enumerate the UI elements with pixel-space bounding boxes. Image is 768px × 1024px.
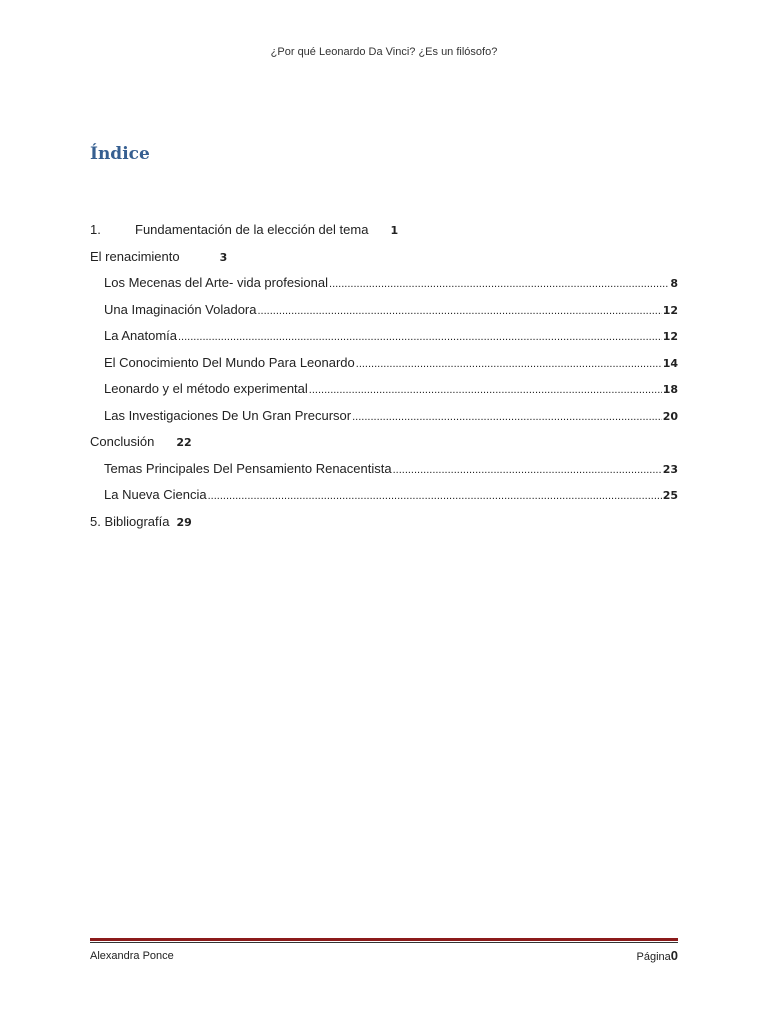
toc-entry-page: 18 xyxy=(662,383,678,396)
footer-page xyxy=(637,948,679,963)
toc-entry-page: 20 xyxy=(662,409,678,423)
toc-entry-page: 25 xyxy=(662,489,678,502)
toc-entry-page: 12 xyxy=(662,303,678,317)
toc-entry-page: 1 xyxy=(390,224,399,237)
toc-entry-investigaciones[interactable] xyxy=(90,408,678,435)
toc-entry-label: Temas Principales Del Pensamiento Renacentista xyxy=(104,460,392,476)
toc-entry-temas[interactable] xyxy=(90,461,678,488)
toc-entry-page: 3 xyxy=(219,250,228,264)
dot-leader xyxy=(309,384,662,396)
dot-leader xyxy=(329,278,669,290)
footer-page-number: 0 xyxy=(670,948,678,963)
dot-leader xyxy=(178,331,662,343)
footer-page-label: Página xyxy=(636,951,671,963)
table-of-contents xyxy=(90,222,678,540)
toc-entry-fundamentacion[interactable] xyxy=(90,222,678,249)
toc-entry-renacimiento[interactable] xyxy=(90,249,678,276)
toc-entry-imaginacion[interactable] xyxy=(90,302,678,329)
dot-leader xyxy=(393,464,662,476)
toc-entry-label: La Anatomía xyxy=(104,328,177,343)
toc-entry-bibliografia[interactable] xyxy=(90,514,678,541)
toc-entry-label: Una Imaginación Voladora xyxy=(104,301,257,317)
toc-entry-metodo[interactable] xyxy=(90,381,678,408)
toc-entry-label: El Conocimiento Del Mundo Para Leonardo xyxy=(104,354,355,370)
toc-entry-conclusion[interactable] xyxy=(90,434,678,461)
toc-entry-label: Leonardo y el método experimental xyxy=(104,381,308,396)
toc-entry-nueva-ciencia[interactable] xyxy=(90,487,678,514)
footer-rule-thin xyxy=(90,942,678,943)
toc-entry-label: Las Investigaciones De Un Gran Precursor xyxy=(104,407,352,423)
toc-entry-page: 8 xyxy=(670,277,678,290)
footer-author: Alexandra Ponce xyxy=(90,950,174,962)
toc-entry-anatomia[interactable] xyxy=(90,328,678,355)
toc-entry-page: 23 xyxy=(662,462,678,476)
toc-entry-label: El renacimiento xyxy=(90,248,180,264)
dot-leader xyxy=(352,411,662,423)
dot-leader xyxy=(356,358,662,370)
toc-entry-label: La Nueva Ciencia xyxy=(104,487,207,502)
toc-entry-page: 22 xyxy=(176,436,192,449)
page-header: ¿Por qué Leonardo Da Vinci? ¿Es un filósofo? xyxy=(270,46,498,58)
toc-entry-label: Conclusión xyxy=(90,434,155,449)
toc-entry-mecenas[interactable] xyxy=(90,275,678,302)
dot-leader xyxy=(208,490,662,502)
toc-entry-label: Los Mecenas del Arte- vida profesional xyxy=(104,275,329,290)
toc-entry-label: 5. Bibliografía xyxy=(90,513,170,529)
toc-entry-page: 12 xyxy=(662,330,678,343)
toc-entry-number: 1. xyxy=(90,222,101,237)
toc-entry-page: 29 xyxy=(176,515,192,529)
footer-rule xyxy=(90,938,678,941)
dot-leader xyxy=(258,305,662,317)
toc-entry-conocimiento[interactable] xyxy=(90,355,678,382)
toc-entry-page: 14 xyxy=(662,356,678,370)
toc-title: Índice xyxy=(90,144,150,164)
toc-entry-label: Fundamentación de la elección del tema xyxy=(135,222,369,237)
